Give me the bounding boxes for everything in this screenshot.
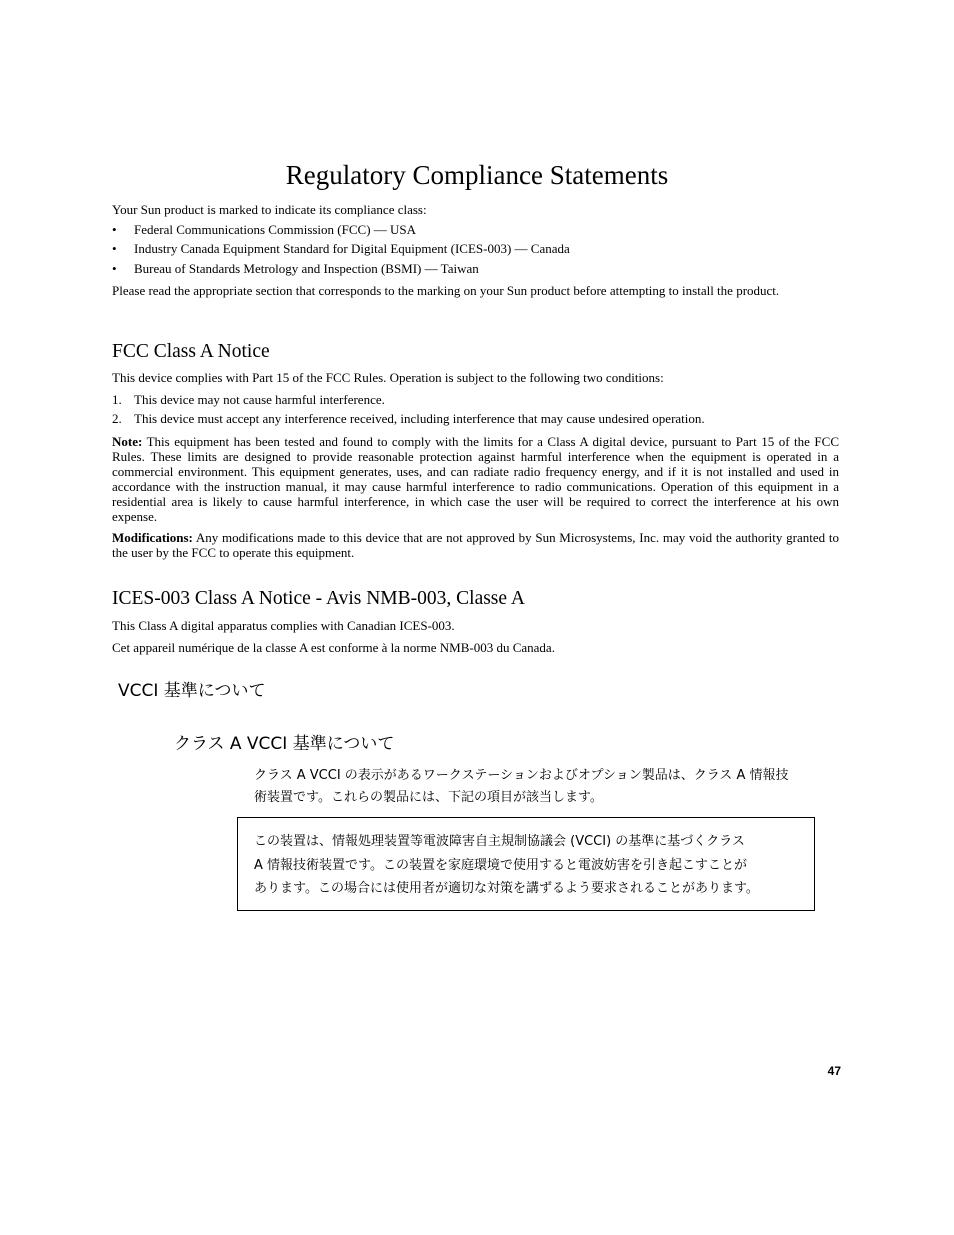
vcci-subheading: クラス A VCCI 基準について (174, 734, 395, 754)
intro-closing: Please read the appropriate section that corresponds to the marking on your Sun product before attempting to install the product. (112, 283, 780, 298)
fcc-heading: FCC Class A Notice (112, 341, 270, 362)
vcci-paragraph-line-1: クラス A VCCI の表示があるワークステーションおよびオプション製品は、クラス A 情報技 (254, 768, 789, 783)
ices-heading: ICES-003 Class A Notice - Avis NMB-003, Classe A (112, 588, 525, 609)
note-text: This equipment has been tested and found to comply with the limits for a Class A digital device, pursuant to Part 15 of the FCC Rules. These limits are designed to provide reasonable protection against harmful interference when the equipment is operated in a commercial environment. This equipment generates, uses, and can radiate radio frequency energy, and if it is not installed and used in accordance with the instruction manual, it may cause harmful interference to radio communications. Operation of this equipment in a residential area is likely to cause harmful interference, in which case the user will be required to correct the interference at his own expense. (112, 434, 839, 524)
vcci-notice-line-2: A 情報技術装置です。この装置を家庭環境で使用すると電波妨害を引き起こすことが (254, 857, 747, 873)
vcci-notice-box (237, 817, 815, 911)
list-item-text: Industry Canada Equipment Standard for Digital Equipment (ICES-003) — Canada (134, 241, 570, 256)
vcci-paragraph-line-2: 術装置です。これらの製品には、下記の項目が該当します。 (254, 790, 603, 805)
modifications-label: Modifications: (112, 530, 193, 545)
bullet-marker: • (112, 261, 117, 276)
ices-english: This Class A digital apparatus complies with Canadian ICES-003. (112, 618, 455, 633)
bullet-marker: • (112, 222, 117, 237)
bullet-marker: • (112, 241, 117, 256)
list-number: 1. (112, 392, 122, 407)
fcc-note (112, 434, 839, 524)
vcci-notice-line-1: この装置は、情報処理装置等電波障害自主規制協議会 (VCCI) の基準に基づくクラス (254, 834, 745, 849)
modifications-text: Any modifications made to this device that are not approved by Sun Microsystems, Inc. may void the authority granted to the user by the FCC to operate this equipment. (112, 530, 839, 560)
list-item-text: Federal Communications Commission (FCC) — USA (134, 222, 417, 237)
ices-french: Cet appareil numérique de la classe A est conforme à la norme NMB-003 du Canada. (112, 640, 555, 655)
list-item-text: This device may not cause harmful interference. (134, 392, 385, 407)
list-item-text: Bureau of Standards Metrology and Inspection (BSMI) — Taiwan (134, 261, 479, 276)
vcci-notice-text (254, 830, 804, 901)
list-number: 2. (112, 411, 122, 426)
intro-lead: Your Sun product is marked to indicate its compliance class: (112, 202, 427, 217)
vcci-heading: VCCI 基準について (118, 681, 266, 701)
fcc-lead: This device complies with Part 15 of the FCC Rules. Operation is subject to the following two conditions: (112, 370, 664, 385)
vcci-notice-line-3: あります。この場合には使用者が適切な対策を講ずるよう要求されることがあります。 (254, 881, 759, 896)
page-title: Regulatory Compliance Statements (285, 160, 669, 190)
fcc-modifications (112, 530, 839, 560)
list-item-text: This device must accept any interference received, including interference that may cause undesired operation. (134, 411, 705, 426)
note-label: Note: (112, 434, 143, 449)
page-number: 47 (827, 1064, 841, 1078)
